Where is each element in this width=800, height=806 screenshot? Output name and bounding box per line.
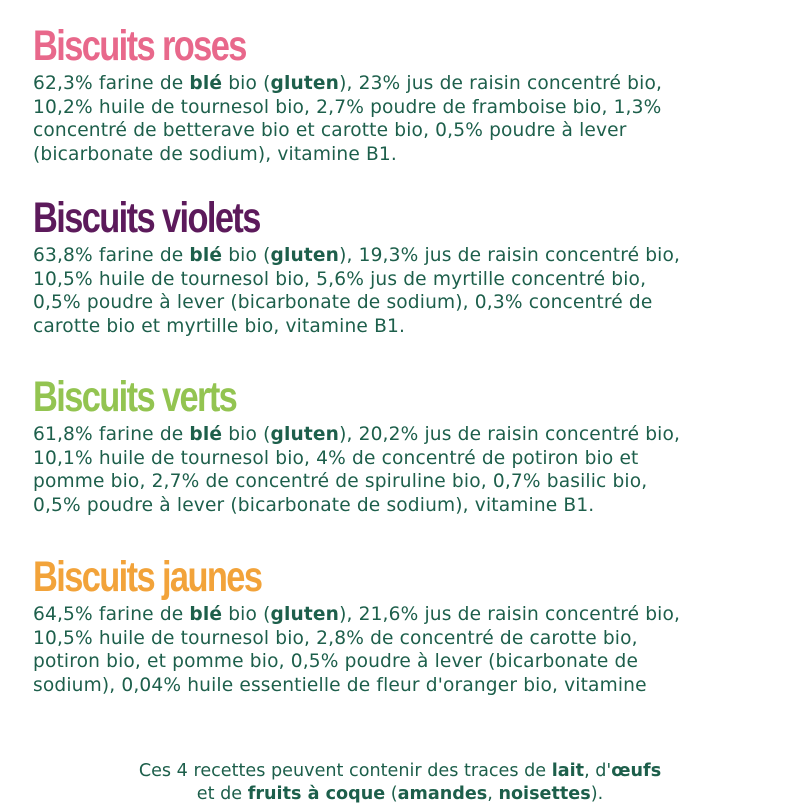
allergen-highlight: blé: [189, 424, 223, 445]
allergen-highlight: amandes: [397, 783, 488, 804]
allergen-highlight: blé: [189, 73, 223, 94]
allergen-highlight: gluten: [270, 424, 340, 445]
ingredients-text: 64,5% farine de blé bio (gluten), 21,6% jus de raisin concentré bio, 10,5% huile de tournesol bio, 2,8% de concentré de carotte bio, potiron bio, et pomme bio, 0,5% poudre à lever (bicarbonate de sodium), 0,04% huile essentielle de fleur d'oranger bio, vitamine: [33, 604, 681, 696]
allergen-highlight: lait: [551, 760, 585, 781]
section-biscuits-roses: [33, 24, 788, 166]
allergen-highlight: blé: [189, 604, 223, 625]
ingredients-text: 61,8% farine de blé bio (gluten), 20,2% jus de raisin concentré bio, 10,1% huile de tournesol bio, 4% de concentré de potiron bio et pomme bio, 2,7% de concentré de spiruline bio, 0,7% basilic bio, 0,5% poudre à lever (bicarbonate de sodium), vitamine B1.: [33, 424, 681, 516]
allergen-highlight: noisettes: [498, 783, 591, 804]
allergen-highlight: fruits à coque: [247, 783, 386, 804]
allergen-notice: Ces 4 recettes peuvent contenir des traces de lait, d'œufs et de fruits à coque (amandes, noisettes).: [138, 760, 662, 804]
ingredients-text: 62,3% farine de blé bio (gluten), 23% jus de raisin concentré bio, 10,2% huile de tournesol bio, 2,7% poudre de framboise bio, 1,3% concentré de betterave bio et carotte bio, 0,5% poudre à lever (bicarbonate de sodium), vitamine B1.: [33, 73, 663, 165]
allergen-highlight: gluten: [270, 73, 340, 94]
section-biscuits-violets: [33, 196, 788, 338]
allergen-highlight: gluten: [270, 245, 340, 266]
allergen-highlight: gluten: [270, 604, 340, 625]
section-title: Biscuits jaunes: [33, 553, 262, 601]
section-title: Biscuits verts: [33, 373, 237, 421]
section-biscuits-verts: [33, 375, 788, 517]
section-biscuits-jaunes: [33, 555, 788, 697]
ingredients-text: 63,8% farine de blé bio (gluten), 19,3% jus de raisin concentré bio, 10,5% huile de tournesol bio, 5,6% jus de myrtille concentré bio, 0,5% poudre à lever (bicarbonate de sodium), 0,3% concentré de carotte bio et myrtille bio, vitamine B1.: [33, 245, 681, 337]
section-title: Biscuits violets: [33, 194, 260, 242]
allergen-highlight: œufs: [611, 760, 662, 781]
section-title: Biscuits roses: [33, 22, 246, 70]
allergen-highlight: blé: [189, 245, 223, 266]
